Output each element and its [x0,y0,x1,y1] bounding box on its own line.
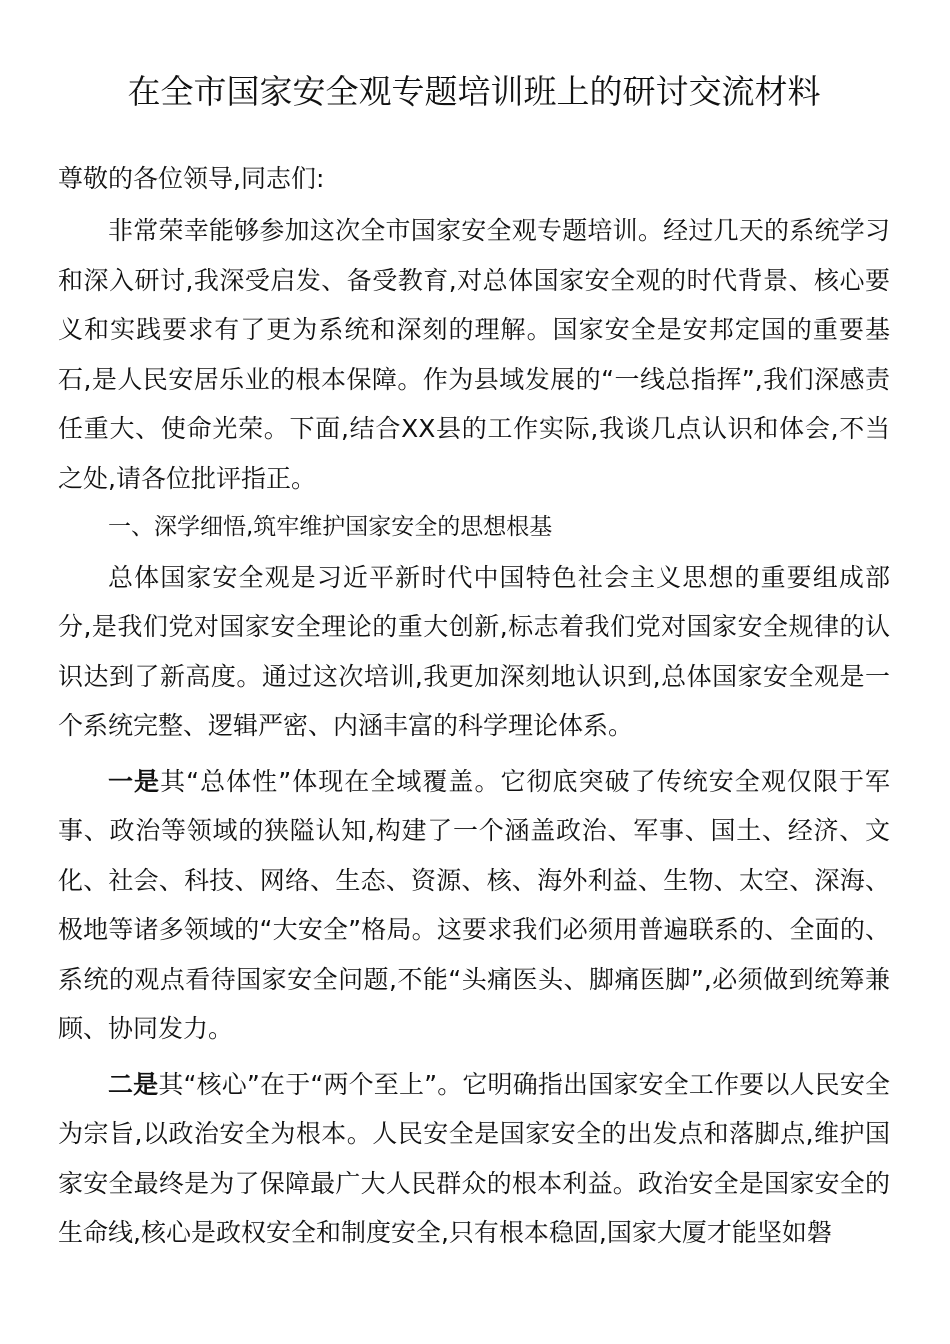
section1-paragraph: 总体国家安全观是习近平新时代中国特色社会主义思想的重要组成部分,是我们党对国家安全理论的重大创新,标志着我们党对国家安全规律的认识达到了新高度。通过这次培训,我更加深刻地认识到,总体国家安全观是一个系统完整、逻辑严密、内涵丰富的科学理论体系。 [58,562,890,740]
point-1-lead: 一是 [108,766,161,796]
point-2-paragraph [58,1060,890,1258]
document-title: 在全市国家安全观专题培训班上的研讨交流材料 [127,72,821,111]
point-1-text: 其“总体性”体现在全域覆盖。它彻底突破了传统安全观仅限于军事、政治等领域的狭隘认知,构建了一个涵盖政治、军事、国土、经济、文化、社会、科技、网络、生态、资源、核、海外利益、生物、太空、深海、极地等诸多领域的“大安全”格局。这要求我们必须用普遍联系的、全面的、系统的观点看待国家安全问题,不能“头痛医头、脚痛医脚”,必须做到统筹兼顾、协同发力。 [58,766,890,1043]
point-2-lead: 二是 [108,1069,159,1099]
salutation: 尊敬的各位领导,同志们: [58,164,325,193]
point-1-paragraph [58,757,890,1054]
point-2-text: 其“核心”在于“两个至上”。它明确指出国家安全工作要以人民安全为宗旨,以政治安全为根本。人民安全是国家安全的出发点和落脚点,维护国家安全最终是为了保障最广大人民群众的根本利益。政治安全是国家安全的生命线,核心是政权安全和制度安全,只有根本稳固,国家大厦才能坚如磐 [58,1069,890,1247]
intro-paragraph: 非常荣幸能够参加这次全市国家安全观专题培训。经过几天的系统学习和深入研讨,我深受启发、备受教育,对总体国家安全观的时代背景、核心要义和实践要求有了更为系统和深刻的理解。国家安全是安邦定国的重要基石,是人民安居乐业的根本保障。作为县域发展的“一线总指挥”,我们深感责任重大、使命光荣。下面,结合XX县的工作实际,我谈几点认识和体会,不当之处,请各位批评指正。 [58,216,890,493]
section-heading-1: 一、深学细悟,筑牢维护国家安全的思想根基 [108,514,553,540]
